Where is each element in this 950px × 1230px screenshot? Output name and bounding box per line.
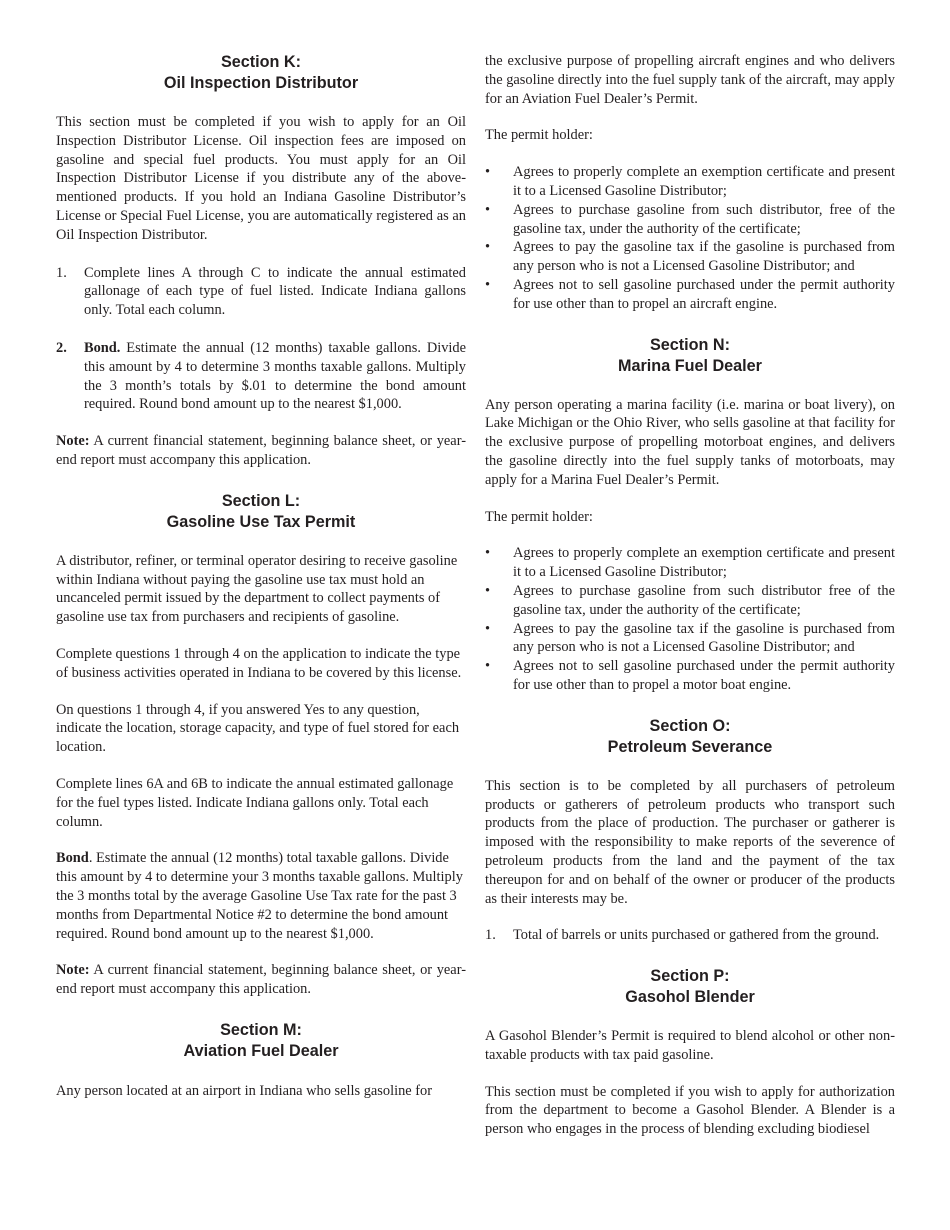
section-o-item-1 [485, 926, 895, 945]
section-p-label: Section P: [650, 967, 730, 986]
section-l-heading [56, 491, 466, 533]
section-k-item-1 [56, 264, 466, 320]
item-number: 2. [56, 339, 67, 356]
item-text: Total of barrels or units purchased or gathered from the ground. [513, 927, 880, 944]
section-m-label: Section M: [220, 1020, 302, 1039]
section-k-label: Section K: [220, 53, 302, 71]
section-l-title: Gasoline Use Tax Permit [166, 512, 356, 531]
section-k-note [56, 432, 466, 470]
section-n-bullet-list [485, 544, 895, 694]
list-item: • Agrees not to sell gasoline purchased under the permit authority for use other than to propel a motor boat engine. [485, 657, 895, 695]
section-m-heading [56, 1020, 466, 1062]
section-o-title: Petroleum Severance [607, 737, 773, 756]
bond-text: . Estimate the annual (12 months) total taxable gallons. Divide this amount by 4 to determine your 3 months taxable gallons. Multiply the 3 months total by the average Gasoline Use Tax rate for the past 3 months from Departmental Notice #2 to determine the bond amount required. Round bond amount up to the nearest $1,000. [56, 850, 463, 942]
section-m-para-start: Any person located at an airport in Indiana who sells gasoline for [56, 1082, 433, 1099]
list-item: • Agrees to pay the gasoline tax if the gasoline is purchased from any person who is not a Licensed Gasoline Distributor; and [485, 620, 895, 658]
section-n-permit-holder: The permit holder: [485, 508, 593, 525]
section-l-label: Section L: [221, 491, 301, 510]
section-m-para-end: the exclusive purpose of propelling aircraft engines and who delivers the gasoline directly into the fuel supply tank of the aircraft, may apply for an Aviation Fuel Dealer’s Permit. [485, 53, 895, 107]
section-k-title: Oil Inspection Distributor [163, 74, 359, 92]
section-l-note [56, 961, 466, 999]
section-p-title: Gasohol Blender [625, 988, 755, 1007]
section-k-intro: This section must be completed if you wish to apply for an Oil Inspection Distributor License. Oil inspection fees are imposed on gasoline and special fuel products. You must apply for an Oil Inspection Distributor License if you distribute any of the above-mentioned products. If you hold an Indiana Gasoline Distributor’s License or Special Fuel License, you are automatically registered as an Oil Inspection Distributor. [56, 114, 466, 243]
section-l-para-4: Complete lines 6A and 6B to indicate the annual estimated gallonage for the fuel types listed. Indicate Indiana gallons only. Total each column. [56, 775, 454, 830]
list-item: • Agrees to purchase gasoline from such distributor, free of the gasoline tax, under the authority of the certificate; [485, 201, 895, 239]
list-item: • Agrees to pay the gasoline tax if the gasoline is purchased from any person who is not a Licensed Gasoline Distributor; and [485, 238, 895, 276]
item-number: 1. [485, 927, 496, 944]
section-l-bond [56, 849, 466, 943]
section-n-title: Marina Fuel Dealer [618, 356, 762, 375]
section-n-para: Any person operating a marina facility (i.e. marina or boat livery), on Lake Michigan or the Ohio River, who sells gasoline at that facility for the exclusive purpose of propelling motorboat engines, and delivers the gasoline directly into the fuel supply tanks of motorboats, may apply for a Marina Fuel Dealer’s Permit. [485, 396, 895, 488]
note-label: Note: [56, 433, 90, 450]
section-k-item-2 [56, 339, 466, 414]
list-item: • Agrees not to sell gasoline purchased under the permit authority for use other than to propel an aircraft engine. [485, 276, 895, 314]
note-text: A current financial statement, beginning balance sheet, or year-end report must accompany this application. [56, 433, 466, 468]
section-o-para: This section is to be completed by all purchasers of petroleum products or gatherers of petroleum products who transport such products from the place of production. The purchaser or gatherer is imposed with the responsibility to make reports of the severence of petroleum products from the land and the payment of the tax thereupon for and on behalf of the owner or producer of the products as their interests may be. [485, 777, 895, 907]
section-p-heading [485, 966, 895, 1008]
section-p-para-2: This section must be completed if you wish to apply for authorization from the department to become a Gasohol Blender. A Blender is a person who engages in the process of blending excluding biodiesel [485, 1083, 895, 1138]
item-text: Complete lines A through C to indicate the annual estimated gallonage of each type of fuel listed. Indicate Indiana gallons only. Total each column. [84, 264, 466, 319]
right-column [485, 0, 895, 1139]
section-m-permit-holder: The permit holder: [485, 127, 593, 144]
list-item: • Agrees to properly complete an exemption certificate and present it to a Licensed Gasoline Distributor; [485, 163, 895, 201]
section-o-label: Section O: [649, 716, 731, 735]
bond-label: Bond. [84, 339, 121, 356]
section-p-para-1: A Gasohol Blender’s Permit is required to blend alcohol or other non-taxable products with tax paid gasoline. [485, 1028, 895, 1063]
section-l-para-1: A distributor, refiner, or terminal operator desiring to receive gasoline within Indiana without paying the gasoline use tax must hold an uncanceled permit issued by the department to collect payments of gasoline use tax from purchasers and recipients of gasoline. [56, 552, 458, 626]
item-number: 1. [56, 264, 67, 281]
left-column [56, 0, 466, 1101]
section-o-heading [485, 716, 895, 758]
list-item: • Agrees to purchase gasoline from such distributor free of the gasoline tax, under the authority of the certificate; [485, 582, 895, 620]
section-l-para-2: Complete questions 1 through 4 on the application to indicate the type of business activities operated in Indiana to be covered by this license. [56, 645, 462, 681]
note-text: A current financial statement, beginning balance sheet, or year-end report must accompany this application. [56, 962, 466, 998]
section-k-heading [56, 52, 466, 94]
bond-label: Bond [56, 850, 89, 867]
section-m-bullet-list [485, 163, 895, 313]
note-label: Note: [56, 962, 90, 979]
item-text: Estimate the annual (12 months) taxable gallons. Divide this amount by 4 to determine 3 months taxable gallons. Multiply the 3 month’s totals by $.01 to determine the bond amount required. Round bond amount up to the nearest $1,000. [84, 339, 466, 413]
section-m-title: Aviation Fuel Dealer [183, 1041, 339, 1060]
section-n-label: Section N: [649, 335, 731, 354]
section-n-heading [485, 335, 895, 377]
list-item: • Agrees to properly complete an exemption certificate and present it to a Licensed Gasoline Distributor; [485, 544, 895, 582]
section-l-para-3: On questions 1 through 4, if you answered Yes to any question, indicate the location, storage capacity, and type of fuel stored for each location. [56, 701, 460, 756]
